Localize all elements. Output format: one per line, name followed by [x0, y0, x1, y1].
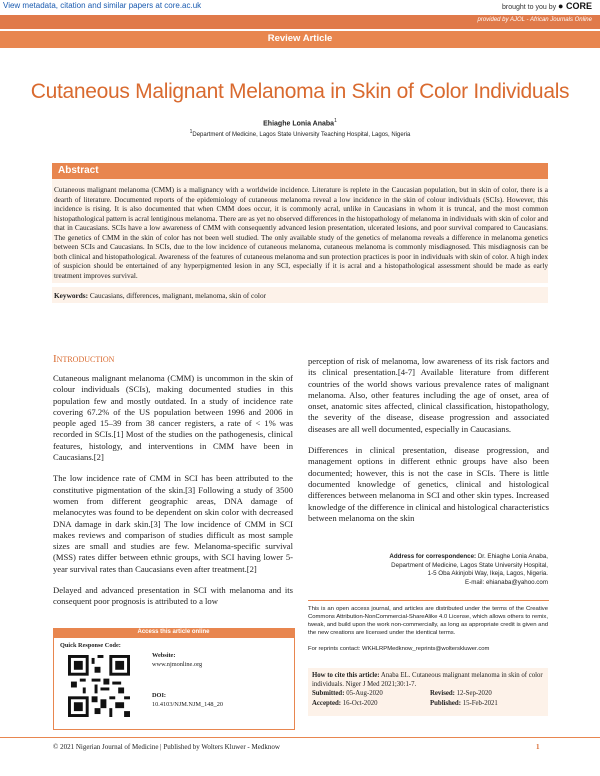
doi-label: DOI:: [152, 692, 166, 699]
footer-copyright: © 2021 Nigerian Journal of Medicine | Published by Wolters Kluwer - Medknow: [53, 743, 280, 751]
core-logo-text: CORE: [565, 1, 592, 11]
license-text: This is an open access journal, and articles are distributed under the terms of the Creative Commons Attribution-NonCommercial-ShareAlike 4.0 License, which allows others to remix, tweak, and build upon the work non-commercially, as long as appropriate credit is given and the new creations are licensed under the identical terms.: [308, 606, 548, 636]
access-online-heading: Access this article online: [137, 629, 210, 635]
submitted-date: 05-Aug-2020: [346, 690, 383, 698]
intro-paragraph: The low incidence rate of CMM in SCI has been attributed to the constitutive pigmentation of the skin.[3] Following a study of 3500 women from different geographic areas, DNA damage of melanocytes was found to be dependent on skin color with decreased DNA damage in dark skin.[3] The low incidence of CMM in SCI makes reviews and comparison of studies difficult as most sample sizes are small and studies are few. Melanoma-specific survival (MSS) rates differ between ethnic groups, with SCI having lower 5-year survival rates than Caucasians even after treatment.[2]: [53, 473, 293, 574]
submitted-label: Submitted:: [312, 690, 345, 698]
article-dates: [312, 689, 544, 707]
cite-label: How to cite this article:: [312, 672, 380, 679]
correspondence-email[interactable]: E-mail: ehianaba@yahoo.com: [465, 578, 548, 586]
website-link[interactable]: www.njmonline.org: [152, 661, 203, 668]
keywords-text: Caucasians, differences, malignant, melanoma, skin of color: [89, 291, 267, 300]
abstract-header-bar: [52, 163, 548, 179]
intro-paragraph: perception of risk of melanoma, low awareness of its risk factors and its clinical presentation.[4-7] Available literature from different countries of the world shows various prevalence rates of malignant melanoma. Also, other features including the age of onset, area of onset, anatomic sites affected, clinical classification, histopathology, the severity of the disease, disease progression and associated diseases are all well documented, especially in Caucasians.: [308, 356, 549, 434]
intro-paragraph: Delayed and advanced presentation in SCI with melanoma and its consequent poor prognosis is attributed to a low: [53, 585, 293, 607]
core-brought-by: brought to you by: [502, 4, 557, 11]
intro-paragraph: Differences in clinical presentation, disease progression, and management options in different ethnic groups have also been documented; however, this is not the case in SCIs. There is little documented knowledge of genetics, clinical and histological differences between melanoma in SCI and other skin types. Increased knowledge of the difference in clinical and histological characteristics between melanoma on the skin: [308, 445, 549, 523]
accepted-label: Accepted:: [312, 699, 342, 707]
qr-label: Quick Response Code:: [60, 642, 121, 649]
qr-code-icon[interactable]: [68, 655, 130, 717]
left-column: [53, 373, 293, 618]
page-number: 1: [536, 743, 540, 751]
revised-label: Revised:: [430, 690, 455, 698]
correspondence-name: Dr. Ehiaghe Lonia Anaba,: [477, 553, 548, 560]
footer-divider: [0, 737, 600, 738]
author-name: Ehiaghe Lonia Anaba$^1$: [263, 118, 337, 128]
article-title: Cutaneous Malignant Melanoma in Skin of Color Individuals: [30, 80, 570, 103]
doi-link[interactable]: 10.4103/NJM.NJM_148_20: [152, 701, 224, 708]
correspondence-line: 1-5 Oba Akinjobi Way, Ikeja, Lagos, Nigeria.: [427, 570, 548, 577]
abstract-heading: Abstract: [58, 165, 99, 176]
website-label: Website:: [152, 652, 176, 659]
introduction-heading: Introduction: [53, 353, 115, 365]
author-affiliation: $^1$Department of Medicine, Lagos State University Teaching Hospital, Lagos, Nigeria: [189, 129, 411, 138]
keywords: [54, 291, 544, 300]
accepted-date: 16-Oct-2020: [342, 699, 378, 707]
correspondence-address: [308, 553, 548, 587]
license-divider: [308, 600, 549, 601]
published-label: Published:: [430, 699, 461, 707]
core-brand[interactable]: [502, 1, 592, 11]
core-metadata-link[interactable]: View metadata, citation and similar papers at core.ac.uk: [3, 1, 202, 10]
ajol-provided-by: provided by AJOL - African Journals Online: [477, 17, 592, 23]
correspondence-label: Address for correspondence:: [389, 553, 477, 560]
license-notice: [308, 605, 548, 653]
published-date: 15-Feb-2021: [462, 699, 498, 707]
right-column: [308, 356, 549, 534]
revised-date: 12-Sep-2020: [456, 690, 492, 698]
intro-paragraph: Cutaneous malignant melanoma (CMM) is uncommon in the skin of colour individuals (SCIs), making documented studies in this population few and mostly outdated. In a study of incidence rate covering 67.2% of the US population between 1996 and 2006 in people aged 15–39 from 38 cancer registers, a rate of < 1% was recorded in SCIs.[1] Most of the studies on the pathogenesis, clinical features, histology, and interventions in CMM have been in Caucasians.[2]: [53, 373, 293, 463]
author-text: Ehiaghe Lonia Anaba: [263, 120, 335, 128]
article-type-label: Review Article: [267, 33, 333, 44]
citation-block: [312, 671, 544, 708]
reprints-contact: For reprints contact: WKHLRPMedknow_reprints@wolterskluwer.com: [308, 646, 490, 652]
affiliation-text: Department of Medicine, Lagos State University Teaching Hospital, Lagos, Nigeria: [192, 132, 411, 138]
core-logo-icon: ● CORE: [558, 1, 592, 11]
cite-text: Anaba EL. Cutaneous malignant melanoma in skin of color individuals. Niger J Med 2021;30:1-7.: [312, 672, 543, 689]
correspondence-line: Department of Medicine, Lagos State University Hospital,: [391, 561, 548, 569]
abstract-text: Cutaneous malignant melanoma (CMM) is a malignancy with a worldwide incidence. Literature is replete in the Caucasian population, but in skin of color, there is a dearth of literature. Documented reports of the epidemiology of cutaneous melanoma reveal a low incidence in the skin of colour individuals (SCIs). However, this incidence is rising. It is also documented that when CMM does occur, it is commonly acral, unlike in Caucasians in whom it is truncal, and the most common histopathological pattern is acral lentiginous melanoma. There are as yet no observed differences in the histopathology of melanoma in individuals with skin of color and that in Caucasians. SCIs have a low awareness of CMM with consequently advanced lesion presentation, ulcerated lesions, and poor survival compared to Caucasians. The genetics of CMM in the skin of color has not been well studied. The only available study of the genetics of melanoma reveals a difference in melanoma genetics between SCIs and Caucasians. In SCIs, due to the low incidence of cutaneous melanoma, cutaneous melanoma is commonly misdiagnosed. This misdiagnosis can be both clinical and histopathological. Awareness of the features of cutaneous melanoma and sun protection practices is poor in individuals with skin of color. A high index of suspicion should be entertained of any hyperpigmented lesion in any SCI, especially if it is acral and a histopathological assessment should be made as early treatment improves survival.: [54, 185, 548, 280]
keywords-label: Keywords:: [54, 291, 89, 300]
